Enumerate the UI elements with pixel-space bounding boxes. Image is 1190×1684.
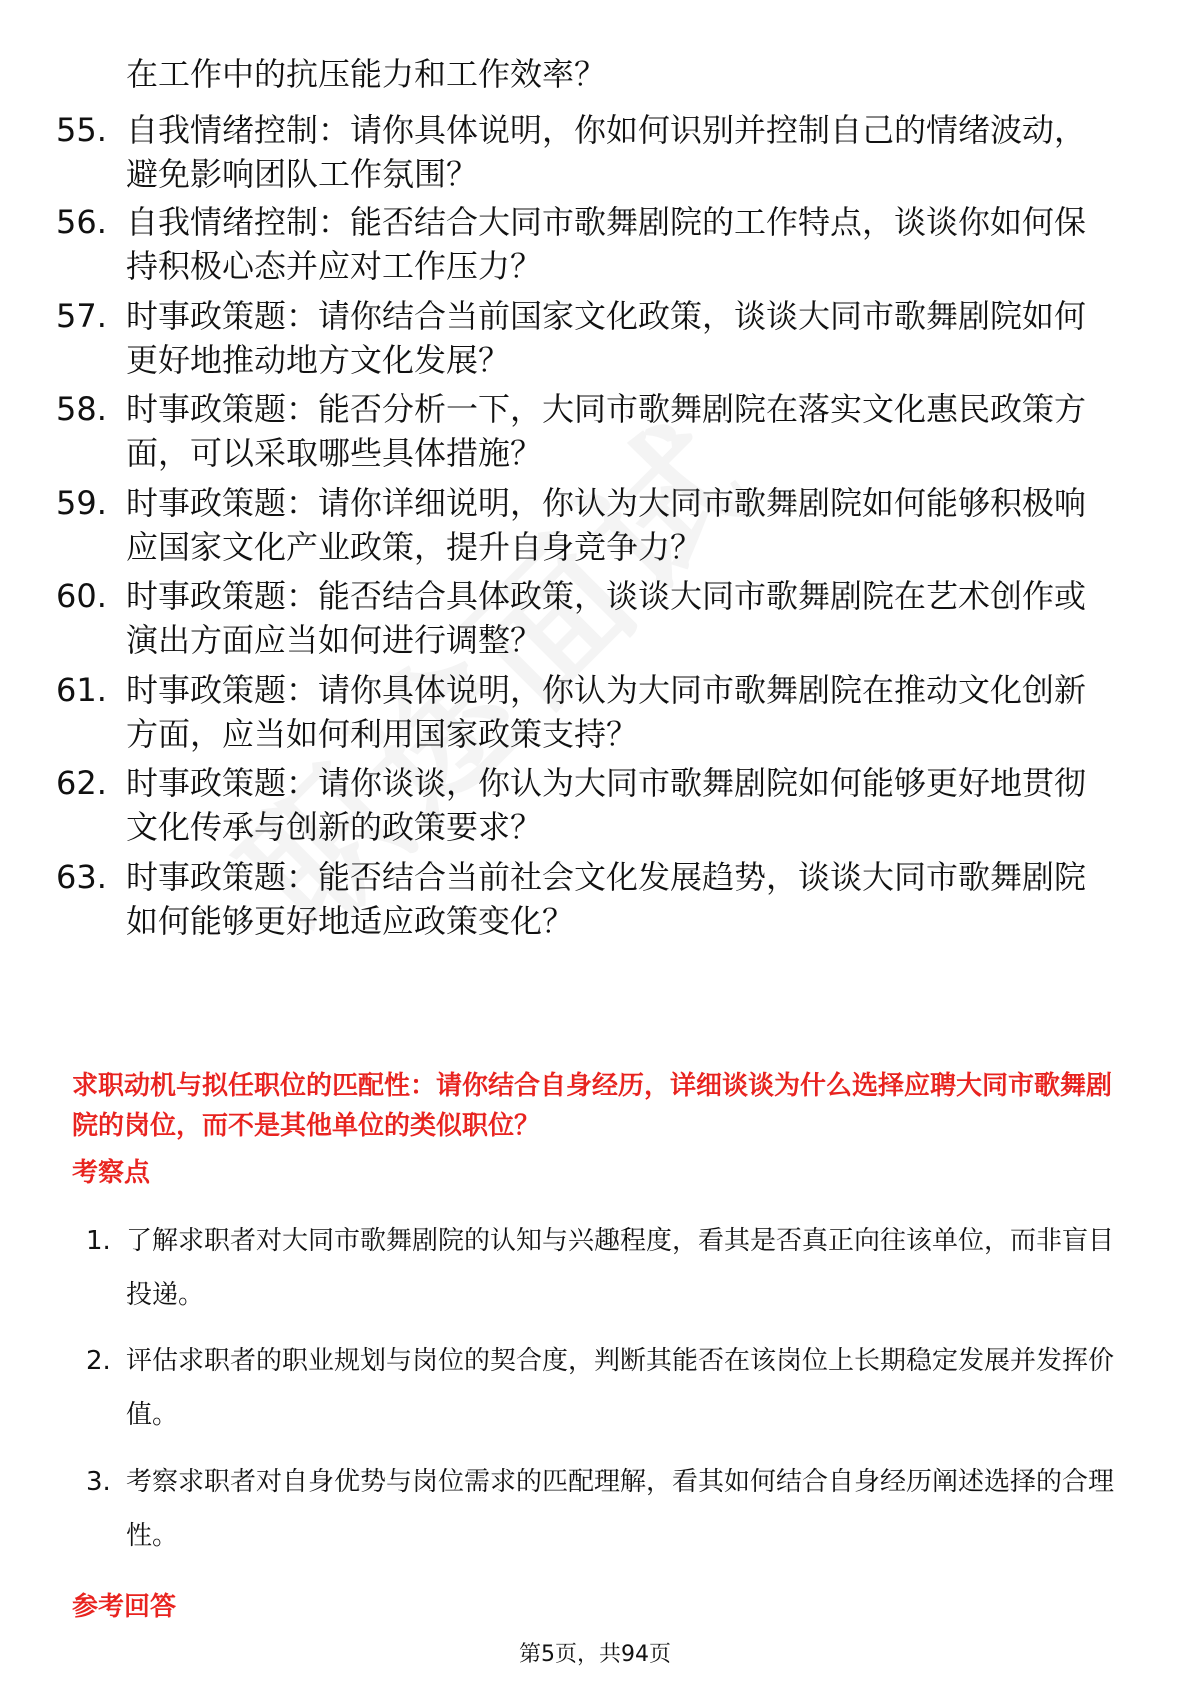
reference-answer-heading: 参考回答 bbox=[72, 1592, 177, 1622]
assessment-heading: 考察点 bbox=[72, 1158, 151, 1188]
question-item-61 bbox=[56, 668, 1116, 756]
continuation-line: 在工作中的抗压能力和工作效率？ bbox=[126, 55, 607, 93]
question-item-62 bbox=[56, 761, 1116, 849]
question-item-56 bbox=[56, 200, 1116, 288]
question-number: 62. bbox=[56, 764, 107, 802]
assessment-point-3 bbox=[86, 1455, 1136, 1563]
point-text: 评估求职者的职业规划与岗位的契合度，判断其能否在该岗位上长期稳定发展并发挥价值。 bbox=[126, 1346, 1115, 1430]
question-text: 时事政策题：能否分析一下，大同市歌舞剧院在落实文化惠民政策方面，可以采取哪些具体措施？ bbox=[126, 390, 1087, 472]
page-number: 第5页，共94页 bbox=[519, 1642, 671, 1667]
question-number: 60. bbox=[56, 577, 107, 615]
question-number: 58. bbox=[56, 390, 107, 428]
question-number: 55. bbox=[56, 111, 107, 149]
question-text: 时事政策题：请你具体说明，你认为大同市歌舞剧院在推动文化创新方面，应当如何利用国家政策支持？ bbox=[126, 671, 1087, 753]
point-text: 了解求职者对大同市歌舞剧院的认知与兴趣程度，看其是否真正向往该单位，而非盲目投递。 bbox=[126, 1226, 1115, 1310]
point-number: 2. bbox=[86, 1346, 111, 1376]
question-text: 时事政策题：请你详细说明，你认为大同市歌舞剧院如何能够积极响应国家文化产业政策，提升自身竞争力？ bbox=[126, 484, 1087, 566]
question-number: 56. bbox=[56, 203, 107, 241]
section-title: 求职动机与拟任职位的匹配性：请你结合自身经历，详细谈谈为什么选择应聘大同市歌舞剧院的岗位，而不是其他单位的类似职位？ bbox=[72, 1071, 1113, 1141]
assessment-point-1 bbox=[86, 1214, 1136, 1322]
question-item-55 bbox=[56, 108, 1116, 196]
question-item-57 bbox=[56, 294, 1116, 382]
point-number: 1. bbox=[86, 1226, 111, 1256]
question-text: 时事政策题：能否结合具体政策，谈谈大同市歌舞剧院在艺术创作或演出方面应当如何进行调整？ bbox=[126, 577, 1087, 659]
question-text: 时事政策题：能否结合当前社会文化发展趋势，谈谈大同市歌舞剧院如何能够更好地适应政策变化？ bbox=[126, 858, 1087, 940]
point-number: 3. bbox=[86, 1467, 111, 1497]
question-item-60 bbox=[56, 574, 1116, 662]
point-text: 考察求职者对自身优势与岗位需求的匹配理解，看其如何结合自身经历阐述选择的合理性。 bbox=[126, 1467, 1115, 1551]
question-text: 时事政策题：请你谈谈，你认为大同市歌舞剧院如何能够更好地贯彻文化传承与创新的政策要求？ bbox=[126, 764, 1087, 846]
assessment-point-2 bbox=[86, 1334, 1136, 1442]
question-item-59 bbox=[56, 481, 1116, 569]
question-number: 61. bbox=[56, 671, 107, 709]
question-item-63 bbox=[56, 855, 1116, 943]
question-number: 59. bbox=[56, 484, 107, 522]
question-text: 自我情绪控制：请你具体说明，你如何识别并控制自己的情绪波动，避免影响团队工作氛围？ bbox=[126, 111, 1087, 193]
question-number: 57. bbox=[56, 297, 107, 335]
question-item-58 bbox=[56, 387, 1116, 475]
question-number: 63. bbox=[56, 858, 107, 896]
question-text: 时事政策题：请你结合当前国家文化政策，谈谈大同市歌舞剧院如何更好地推动地方文化发展？ bbox=[126, 297, 1087, 379]
question-text: 自我情绪控制：能否结合大同市歌舞剧院的工作特点，谈谈你如何保持积极心态并应对工作压力？ bbox=[126, 203, 1087, 285]
